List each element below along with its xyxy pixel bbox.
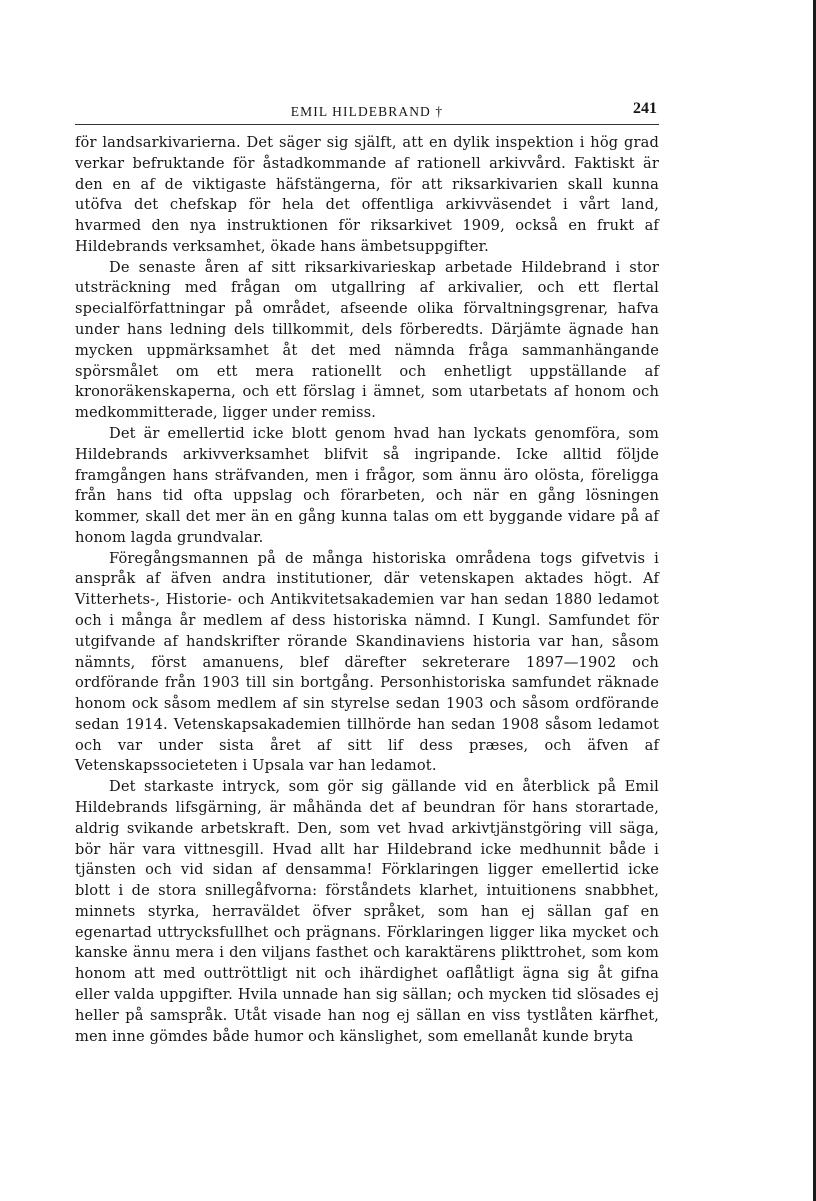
paragraph: De senaste åren af sitt riksarkivarieskap arbetade Hildebrand i stor utsträckning med frågan om utgallring af arkivalier, och ett flertal specialförfattningar på området, afseende olika förvaltningsgrenar, hafva under hans ledning dels tillkommit, dels förberedts. Därjämte ägnade han mycken uppmärksamhet åt det med nämnda fråga sammanhängande spörsmålet om ett mera rationellt och enhetligt uppställande af kronoräkenskaperna, och ett förslag i ämnet, som utarbetats af honom och medkommitterade, ligger under remiss. <box>75 258 659 422</box>
page-header <box>75 100 659 125</box>
paragraph: Det starkaste intryck, som gör sig gällande vid en återblick på Emil Hildebrands lifsgärning, är måhända det af beundran för hans storartade, aldrig svikande arbetskraft. Den, som vet hvad arkivtjänstgöring vill säga, bör här vara vittnesgill. Hvad allt har Hildebrand icke medhunnit både i tjänsten och vid sidan af densamma! Förklaringen ligger emellertid icke blott i de stora snillegåfvorna: förståndets klarhet, intuitionens snabbhet, minnets styrka, herraväldet öfver språket, som han ej sällan gaf en egenartad uttrycksfullhet och prägnans. Förklaringen ligger lika mycket och kanske ännu mera i den viljans fasthet och karaktärens plikttrohet, som kom honom att med outtröttligt nit och ihärdighet oaflåtligt ägna sig åt gifna eller valda uppgifter. Hvila unnade han sig sällan; och mycken tid slösades ej heller på samspråk. Utåt visade han nog ej sällan en viss tystlåten kärfhet, men inne gömdes både humor och känslighet, som emellanåt kunde bryta <box>75 778 659 1045</box>
running-head: EMIL HILDEBRAND † <box>290 104 444 119</box>
paragraph: för landsarkivarierna. Det säger sig själft, att en dylik inspektion i hög grad verkar befruktande för åstadkommande af rationell arkivvård. Faktiskt är den en af de viktigaste häfstängerna, för att riksarkivarien skall kunna utöfva det chefskap för hela det offentliga arkivväsendet i vårt land, hvarmed den nya instruktionen för riksarkivet 1909, också en frukt af Hildebrands verksamhet, ökade hans ämbetsuppgifter. <box>75 134 659 255</box>
paragraph: Föregångsmannen på de många historiska områdena togs gifvetvis i anspråk af äfven andra institutioner, där vetenskapen aktades högt. Af Vitterhets-, Historie- och Antikvitetsakademien var han sedan 1880 ledamot och i många år medlem af dess historiska nämnd. I Kungl. Samfundet för utgifvande af handskrifter rörande Skandinaviens historia var han, såsom nämnts, först amanuens, blef därefter sekreterare 1897—1902 och ordförande från 1903 till sin bortgång. Personhistoriska samfundet räknade honom ock såsom medlem af sin styrelse sedan 1903 och såsom ordförande sedan 1914. Vetenskapsakademien tillhörde han sedan 1908 såsom ledamot och var under sista året af sitt lif dess præses, och äfven af Vetenskapssocieteten i Upsala var han ledamot. <box>75 549 659 775</box>
page-number: 241 <box>633 100 657 117</box>
paragraph: Det är emellertid icke blott genom hvad han lyckats genomföra, som Hildebrands arkivverksamhet blifvit så ingripande. Icke alltid följde framgången hans sträfvanden, men i frågor, som ännu äro olösta, föreligga från hans tid ofta uppslag och förarbeten, och när en gång lösningen kommer, skall det mer än en gång kunna talas om ett byggande vidare på af honom lagda grundvalar. <box>75 424 659 546</box>
body-text <box>75 133 659 1047</box>
